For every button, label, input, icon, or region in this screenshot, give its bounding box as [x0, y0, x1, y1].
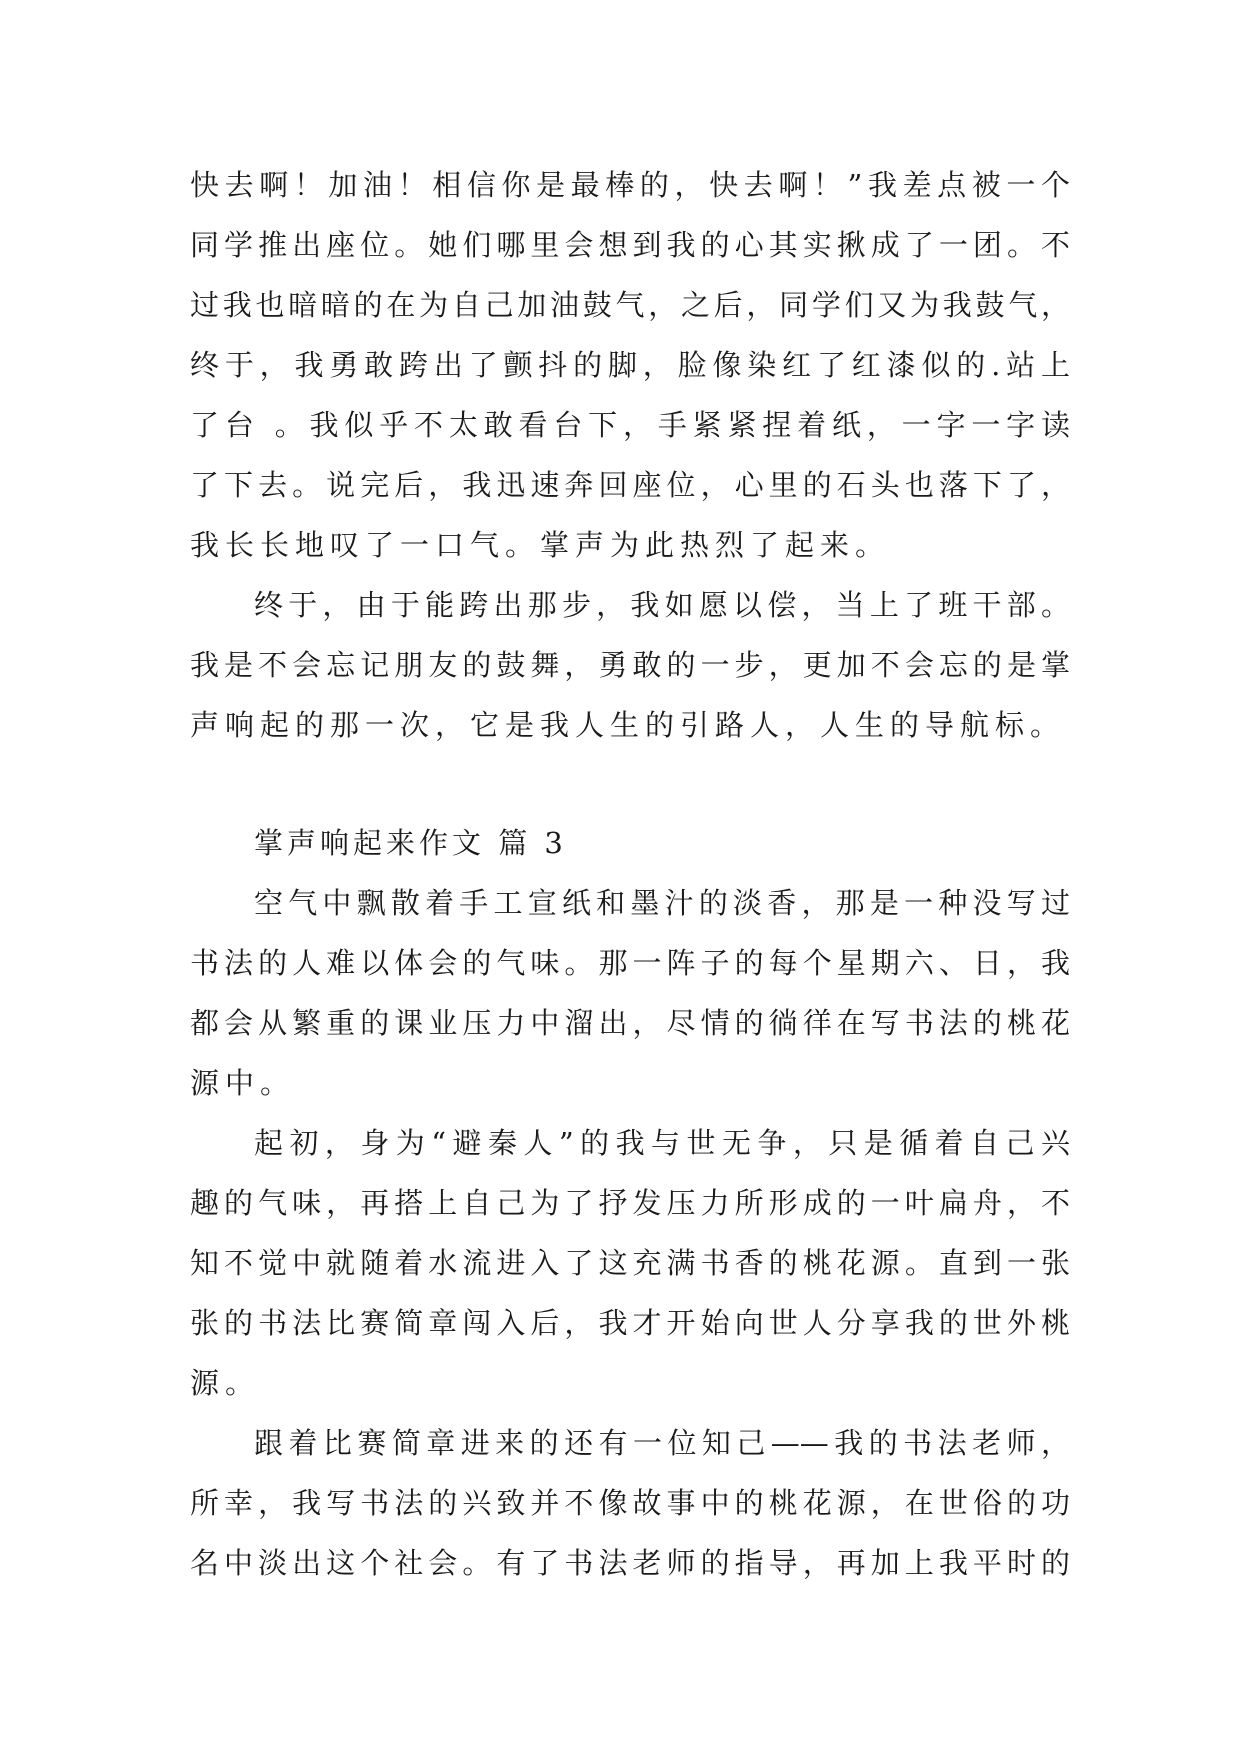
paragraph-line: 名中淡出这个社会。有了书法老师的指导，再加上我平时的	[190, 1546, 1070, 1580]
paragraph-line: 我长长地叹了一口气。掌声为此热烈了起来。	[190, 528, 891, 562]
paragraph-line: 源。	[190, 1366, 261, 1400]
paragraph-line: 过我也暗暗的在为自己加油鼓气，之后，同学们又为我鼓气，	[190, 288, 1070, 322]
paragraph-line: 了下去。说完后，我迅速奔回座位，心里的石头也落下了，	[190, 468, 1070, 502]
paragraph-line: 所幸，我写书法的兴致并不像故事中的桃花源，在世俗的功	[190, 1486, 1070, 1520]
paragraph-line: 趣的气味，再搭上自己为了抒发压力所形成的一叶扁舟，不	[190, 1186, 1070, 1220]
paragraph-line: 同学推出座位。她们哪里会想到我的心其实揪成了一团。不	[190, 228, 1070, 262]
paragraph-line: 跟着比赛简章进来的还有一位知己——我的书法老师，	[254, 1426, 1070, 1460]
paragraph-line: 终于，我勇敢跨出了颤抖的脚，脸像染红了红漆似的.站上	[190, 348, 1070, 382]
paragraph-line: 都会从繁重的课业压力中溜出，尽情的徜徉在写书法的桃花	[190, 1006, 1070, 1040]
paragraph-line: 书法的人难以体会的气味。那一阵子的每个星期六、日，我	[190, 946, 1070, 980]
paragraph-line: 起初，身为“避秦人”的我与世无争，只是循着自己兴	[254, 1126, 1070, 1160]
section-heading: 掌声响起来作文 篇 3	[254, 826, 567, 860]
paragraph-line: 了台 。我似乎不太敢看台下，手紧紧捏着纸，一字一字读	[190, 408, 1070, 442]
paragraph-line: 声响起的那一次，它是我人生的引路人，人生的导航标。	[190, 708, 1066, 742]
paragraph-line: 快去啊！加油！相信你是最棒的，快去啊！”我差点被一个	[190, 168, 1070, 202]
paragraph-line: 张的书法比赛简章闯入后，我才开始向世人分享我的世外桃	[190, 1306, 1070, 1340]
paragraph-line: 知不觉中就随着水流进入了这充满书香的桃花源。直到一张	[190, 1246, 1070, 1280]
paragraph-line: 终于，由于能跨出那步，我如愿以偿，当上了班干部。	[254, 588, 1070, 622]
paragraph-line: 源中。	[190, 1066, 296, 1100]
paragraph-line: 我是不会忘记朋友的鼓舞，勇敢的一步，更加不会忘的是掌	[190, 648, 1070, 682]
paragraph-line: 空气中飘散着手工宣纸和墨汁的淡香，那是一种没写过	[254, 886, 1070, 920]
